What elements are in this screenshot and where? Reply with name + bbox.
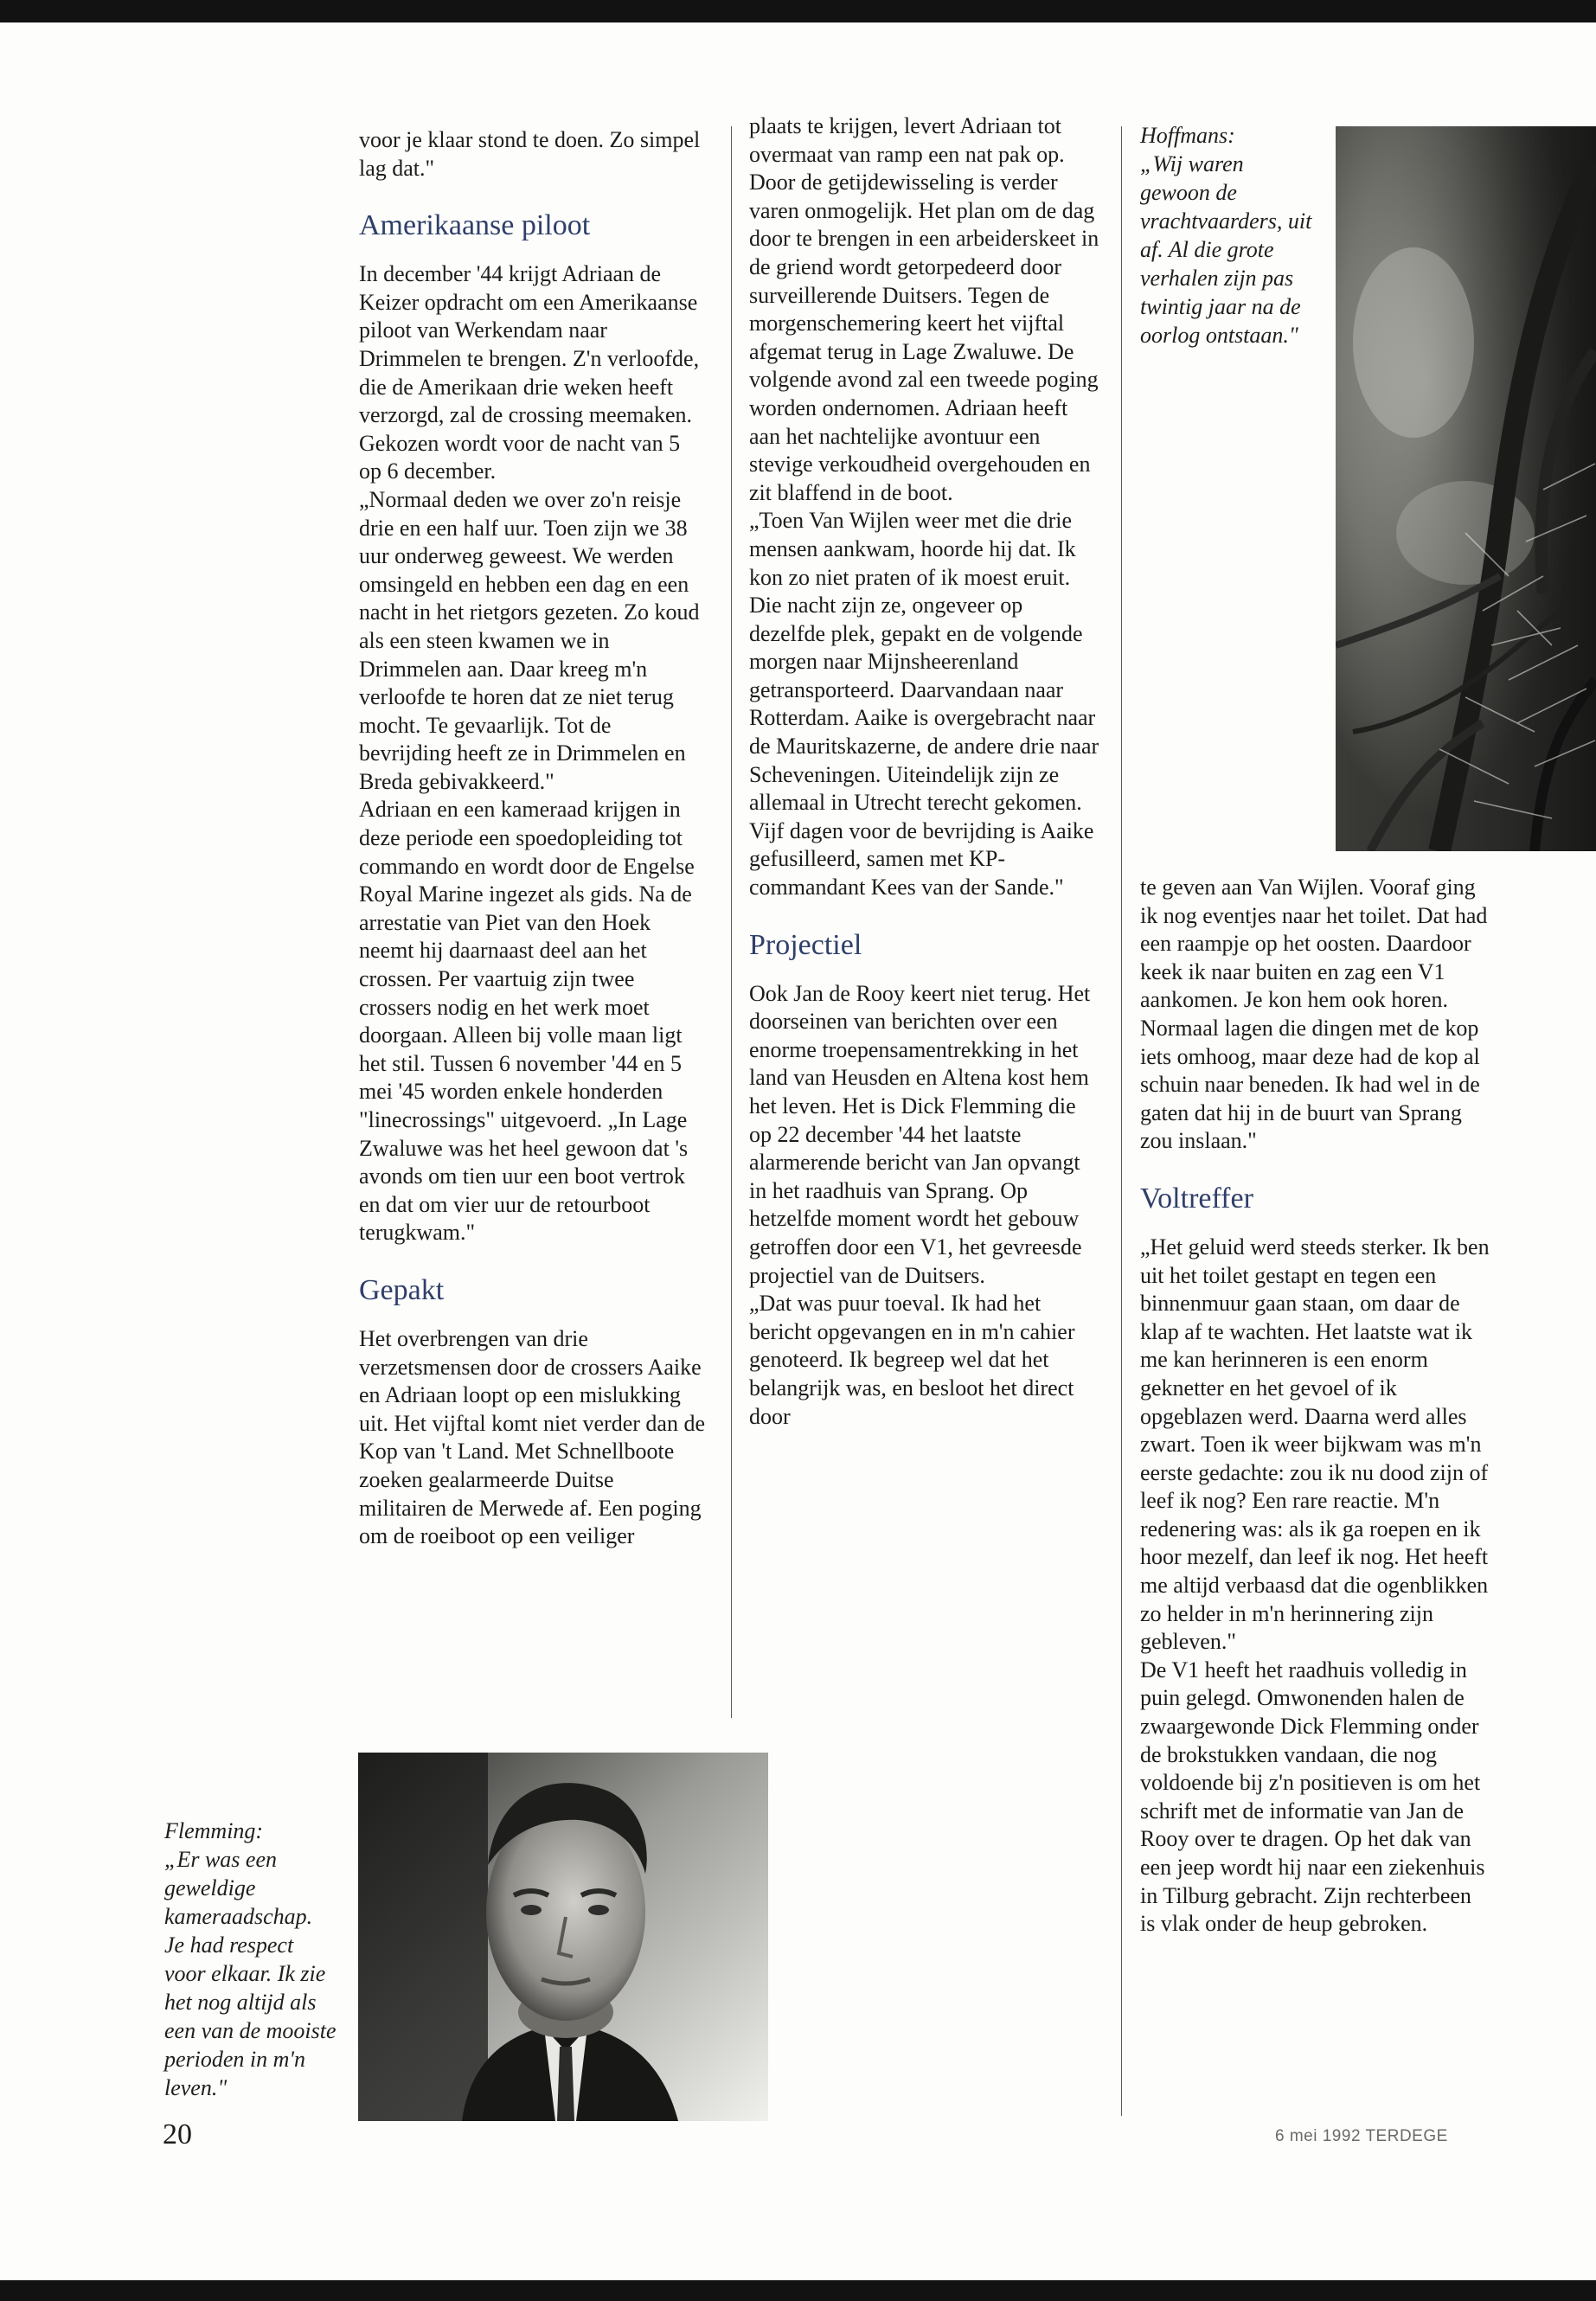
column1-paragraph-1: In december '44 krijgt Adriaan de Keizer opdracht om een Amerikaanse piloot van Werkendam naar Drimmelen te brengen. Z'n verloofde, die de Amerikaan drie weken heeft verzorgd, zal de crossing meemaken. Gekozen wordt voor de nacht van 5 op 6 december. [359, 261, 700, 484]
column1-paragraph-3: Adriaan en een kameraad krijgen in deze periode een spoedopleiding tot commando en wordt door de Engelse Royal Marine ingezet als gids. Na de arrestatie van Piet van den Hoek neemt hij daarnaast deel aan het crossen. Per vaartuig zijn twee crossers nodig en het werk moet doorgaan. Alleen bij volle maan ligt het stil. Tussen 6 november '44 en 5 mei '45 worden enkele honderden "linecrossings" uitgevoerd. „In Lage Zwaluwe was het heel gewoon dat 's avonds om tien uur een boot vertrok en dat om vier uur de retourboot terugkwam." [359, 797, 695, 1246]
heading-gepakt: Gepakt [359, 1273, 445, 1306]
column2-paragraph-5: „Dat was puur toeval. Ik had het bericht opgevangen en in m'n cahier genoteerd. Ik begreep wel dat het belangrijk was, en besloot het direct door [749, 1291, 1075, 1429]
tree-branches-photo [1336, 126, 1596, 851]
portrait-photo-flemming [358, 1753, 768, 2121]
caption-hoffmans-name: Hoffmans: [1140, 123, 1235, 148]
column3-paragraph-3: De V1 heeft het raadhuis volledig in puin gelegd. Omwonenden halen de zwaargewonde Dick Flemming onder de brokstukken vandaan, die nog voldoende bij z'n positieven is om het schrift met de informatie van Jan de Rooy over te dragen. Op het dak van een jeep wordt hij naar een ziekenhuis in Tilburg gebracht. Zijn rechterbeen is vlak onder de heup gebroken. [1140, 1657, 1485, 1937]
article-column-2 [749, 112, 1099, 1431]
heading-amerikaanse-piloot: Amerikaanse piloot [359, 209, 591, 242]
column2-paragraph-2: Door de getijdewisseling is verder varen onmogelijk. Het plan om de dag door te brengen in een arbeiderskeet in de griend wordt getorpedeerd door surveillerende Duitsers. Tegen de morgenschemering keert het vijftal afgemat terug in Lage Zwaluwe. De volgende avond zal een tweede poging worden ondernomen. Adriaan heeft aan het nachtelijke avontuur een stevige verkoudheid overgehouden en zit blaffend in de boot. [749, 170, 1099, 505]
column1-intro: voor je klaar stond te doen. Zo simpel lag dat." [359, 127, 701, 181]
column1-paragraph-2: „Normaal deden we over zo'n reisje drie en een half uur. Toen zijn we 38 uur onderweg geweest. We werden omsingeld en hebben een dag en een nacht in het rietgors gezeten. Zo koud als een steen kwamen we in Drimmelen aan. Daar kreeg m'n verloofde te horen dat ze niet terug mocht. Te gevaarlijk. Tot de bevrijding heeft ze in Drimmelen en Breda gebivakkeerd." [359, 486, 700, 794]
issue-footer: 6 mei 1992 TERDEGE [1275, 2127, 1448, 2145]
caption-flemming-name: Flemming: [164, 1818, 264, 1843]
column3-paragraph-2: „Het geluid werd steeds sterker. Ik ben uit het toilet gestapt en tegen een binnenmuur gaan staan, om daar de klap af te wachten. Het laatste wat ik me kan herinneren is een enorm geknetter en het gevoel of ik opgeblazen werd. Daarna werd alles zwart. Toen ik weer bijkwam was m'n eerste gedachte: zou ik nu dood zijn of leef ik nog? Een rare reactie. M'n redenering was: als ik ga roepen en ik hoor mezelf, dan leef ik nog. Het heeft me altijd verbaasd dat die ogenblikken zo helder in m'n herinnering zijn gebleven." [1140, 1234, 1490, 1655]
caption-flemming [164, 1817, 337, 2102]
article-column-3 [1140, 874, 1490, 1939]
caption-hoffmans [1140, 121, 1317, 349]
bottom-black-border [0, 2280, 1596, 2301]
top-black-border [0, 0, 1596, 22]
column1-paragraph-4: Het overbrengen van drie verzetsmensen door de crossers Aaike en Adriaan loopt op een mislukking uit. Het vijftal komt niet verder dan de Kop van 't Land. Met Schnellboote zoeken gealarmeerde Duitse militairen de Merwede af. Een poging om de roeiboot op een veiliger [359, 1325, 705, 1549]
column2-paragraph-4: Ook Jan de Rooy keert niet terug. Het doorseinen van berichten over een enorme troepensamentrekking in het land van Heusden en Altena kost hem het leven. Het is Dick Flemming die op 22 december '44 het laatste alarmerende bericht van Jan opvangt in het raadhuis van Sprang. Op hetzelfde moment wordt het gebouw getroffen door een V1, het gevreesde projectiel van de Duitsers. [749, 980, 1091, 1288]
column2-paragraph-1: plaats te krijgen, levert Adriaan tot overmaat van ramp een nat pak op. [749, 113, 1065, 167]
heading-voltreffer: Voltreffer [1140, 1182, 1253, 1215]
article-column-1 [359, 126, 705, 1551]
column-rule-2 [1121, 126, 1122, 2116]
caption-hoffmans-quote: „Wij waren gewoon de vrachtvaarders, uit af. Al die grote verhalen zijn pas twintig jaar na de oorlog ontstaan." [1140, 151, 1312, 348]
column-rule-1 [731, 126, 732, 1718]
page-number: 20 [163, 2118, 192, 2150]
portrait-image [358, 1753, 768, 2121]
caption-flemming-quote: „Er was een geweldige kameraadschap. Je had respect voor elkaar. Ik zie het nog altijd als een van de mooiste perioden in m'n leven." [164, 1847, 337, 2100]
tree-branches-image [1336, 126, 1596, 851]
heading-projectiel: Projectiel [749, 928, 862, 961]
column3-paragraph-1: te geven aan Van Wijlen. Vooraf ging ik nog eventjes naar het toilet. Dat had een raampje op het oosten. Daardoor keek ik naar buiten en zag een V1 aankomen. Je kon hem ook horen. Normaal lagen die dingen met de kop iets omhoog, maar deze had de kop al schuin naar beneden. Ik had wel in de gaten dat hij in de buurt van Sprang zou inslaan." [1140, 875, 1488, 1154]
column2-paragraph-3: „Toen Van Wijlen weer met die drie mensen aankwam, hoorde hij dat. Ik kon zo niet praten of ik moest eruit. Die nacht zijn ze, ongeveer op dezelfde plek, gepakt en de volgende morgen naar Mijnsheerenland getransporteerd. Daarvandaan naar Rotterdam. Aaike is overgebracht naar de Mauritskazerne, de andere drie naar Scheveningen. Uiteindelijk zijn ze allemaal in Utrecht terecht gekomen. Vijf dagen voor de bevrijding is Aaike gefusilleerd, samen met KP-commandant Kees van der Sande." [749, 508, 1099, 901]
